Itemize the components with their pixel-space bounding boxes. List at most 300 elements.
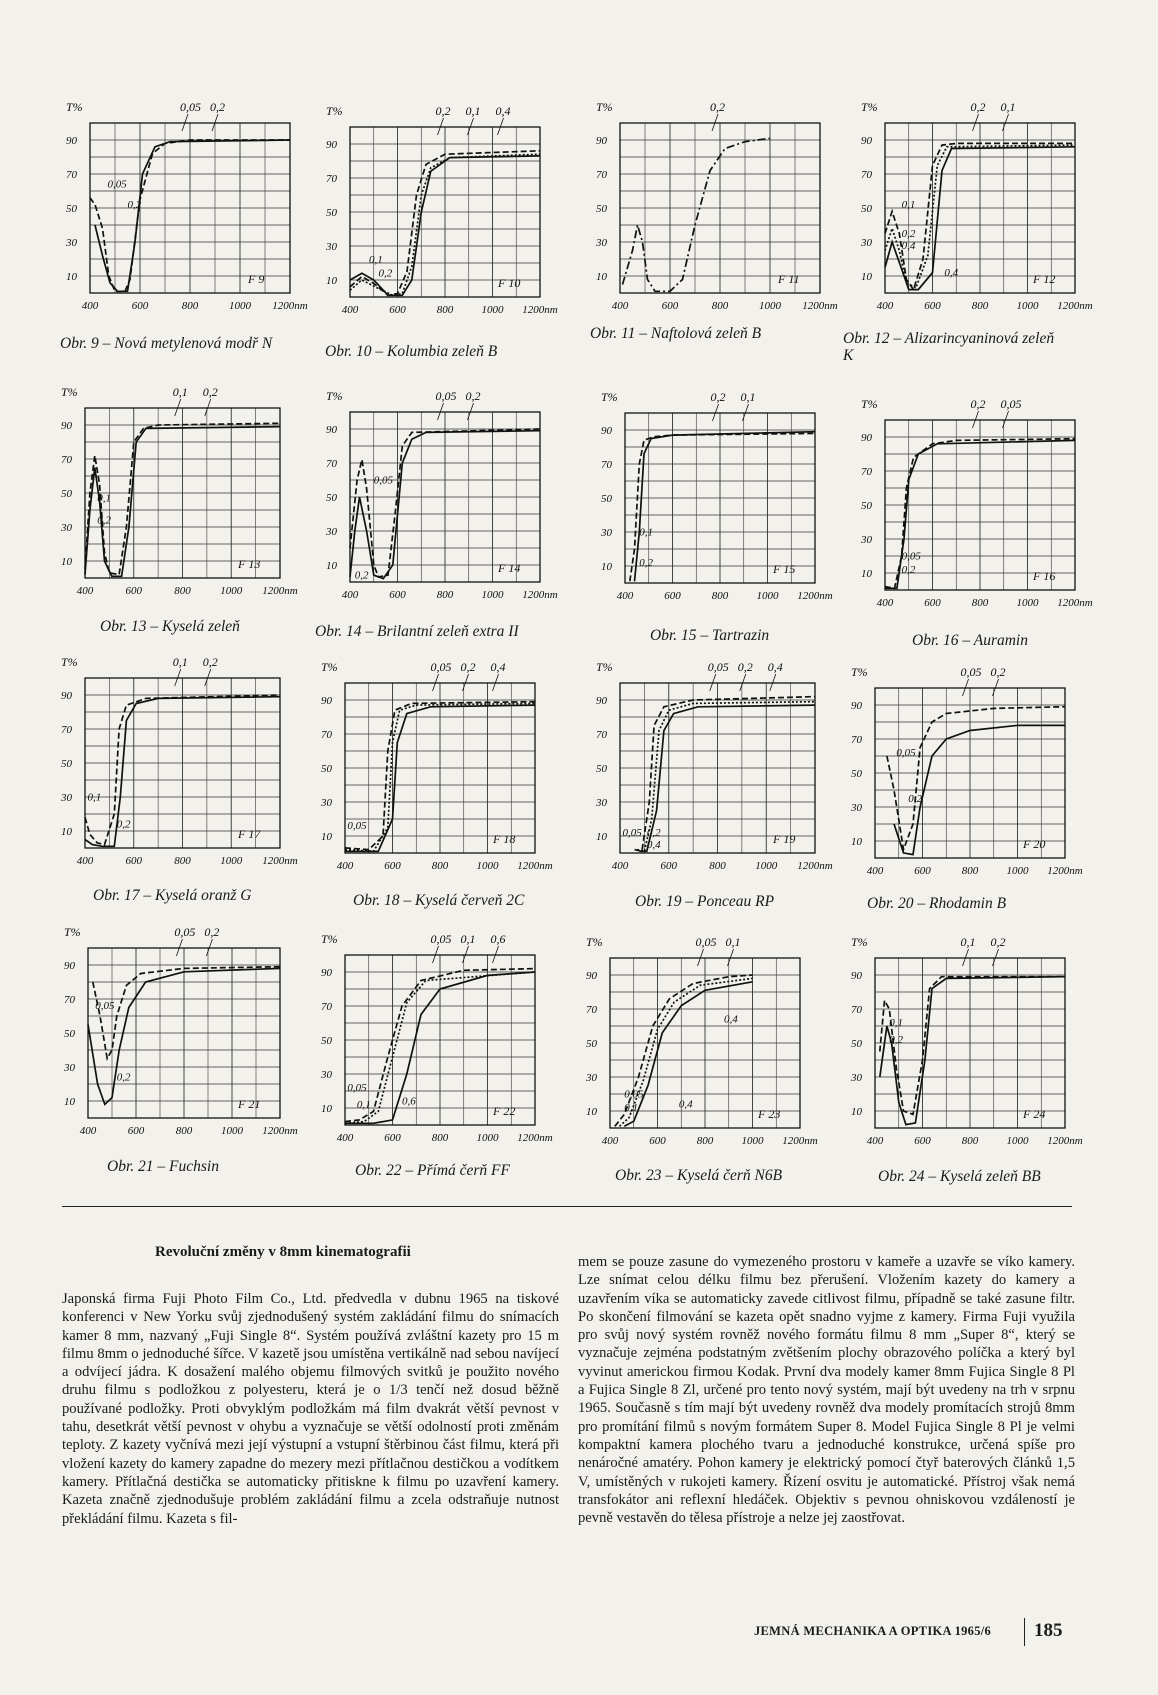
curve-label: 0,2: [908, 792, 922, 805]
x-tick-label: 800: [696, 1135, 714, 1147]
y-tick-label: 50: [596, 763, 607, 775]
x-tick-label: 600: [389, 304, 406, 316]
y-tick-label: 90: [586, 970, 597, 982]
y-tick-label: 10: [861, 271, 872, 283]
y-axis-label: T%: [596, 100, 613, 114]
filter-id-label: F 16: [1033, 569, 1056, 583]
concentration-label: 0,1: [465, 104, 481, 118]
y-tick-label: 70: [321, 729, 332, 741]
y-axis-label: T%: [64, 925, 81, 939]
y-tick-label: 70: [61, 724, 72, 736]
concentration-label: 0,2: [204, 925, 220, 939]
x-tick-label: 400: [76, 855, 94, 867]
filter-id-label: F 21: [238, 1097, 261, 1111]
concentration-label: 0,2: [970, 397, 986, 411]
concentration-label: 0,2: [990, 935, 1006, 949]
concentration-label: 0,1: [725, 935, 741, 949]
x-tick-label: 400: [611, 300, 629, 312]
curve-label: 0,2: [378, 267, 393, 280]
x-tick-label: 1200nm: [522, 304, 558, 316]
x-tick-label: 600: [127, 1125, 145, 1137]
concentration-label: 0,2: [970, 100, 986, 114]
transmission-curve: [630, 433, 815, 581]
figure-caption: Obr. 13 – Kyselá zeleň: [100, 618, 240, 635]
article-column-left: Japonská firma Fuji Photo Film Co., Ltd. předvedla v dubnu 1965 na tiskové konferenci v New Yorku svůj zjednodušený systém zakládání filmu do snímacích kamer 8 mm, nazvaný „Fuji Single 8“. Systém používá zvláštní kazety pro 15 m filmu 8mm o jednoduché šířce. V kazetě jsou umístěna vertikálně nad sebou navíjecí a odvíjecí jádra. K dosažení malého objemu filmových svitků je použito nového druhu filmu s podložkou z polyesteru, která je o 1/3 tenčí než dosud běžně používané podložky. Proti obvyklým podložkám má film dvakrát větší pevnost v tahu, desetkrát větší pevnost v ohybu a vyznačuje se větší odolností proti změnám teploty. Z kazety vyčnívá mezi její výstupní a vstupní štěrbinou část filmu, která při vložení kazety do kamery zapadne do mezery mezi přítlačnou destičkou a vodítkem kamery. Přítlačná destička se automaticky přitiskne k filmu po uzavření kamery. Kazeta značně zjednodušuje problém zakládání filmu a zcela odstraňuje nutnost překládání filmu. Kazeta s fil-: [62, 1291, 559, 1527]
y-tick-label: 70: [861, 466, 872, 478]
filter-id-label: F 12: [1033, 272, 1056, 286]
x-tick-label: 400: [336, 1132, 354, 1144]
concentration-label: 0,1: [172, 385, 188, 399]
x-tick-label: 1200nm: [1047, 1135, 1083, 1147]
x-tick-label: 1200nm: [272, 300, 308, 312]
concentration-label: 0,1: [460, 932, 476, 946]
y-tick-label: 30: [596, 797, 607, 809]
figure-f14: [325, 389, 558, 601]
figure-caption: Obr. 21 – Fuchsin: [107, 1158, 219, 1175]
y-tick-label: 10: [321, 831, 332, 843]
x-tick-label: 400: [616, 590, 634, 602]
x-tick-label: 800: [971, 300, 989, 312]
x-tick-label: 400: [866, 865, 884, 877]
y-tick-label: 30: [61, 522, 72, 534]
y-tick-label: 30: [851, 1072, 862, 1084]
x-tick-label: 1200nm: [802, 300, 838, 312]
curve-label: 0,05: [95, 1000, 115, 1013]
curve-label: 0,2: [646, 827, 661, 839]
y-tick-label: 90: [851, 700, 862, 712]
figure-caption: Obr. 11 – Naftolová zeleň B: [590, 325, 762, 342]
y-tick-label: 70: [326, 458, 337, 470]
x-tick-label: 1200nm: [797, 860, 833, 872]
curve-label: 0,05: [901, 550, 921, 563]
x-tick-label: 800: [436, 304, 454, 316]
curve-label: 0,2: [127, 199, 142, 211]
y-tick-label: 70: [586, 1004, 597, 1016]
figure-caption: Obr. 20 – Rhodamin B: [867, 895, 1007, 912]
x-tick-label: 1200nm: [782, 1135, 818, 1147]
x-tick-label: 400: [876, 300, 894, 312]
concentration-label: 0,2: [435, 104, 451, 118]
x-tick-label: 400: [336, 860, 354, 872]
y-tick-label: 30: [861, 534, 872, 546]
x-tick-label: 600: [125, 855, 142, 867]
x-tick-label: 800: [175, 1125, 193, 1137]
concentration-label: 0,05: [707, 660, 729, 674]
figure-f24: [850, 935, 1083, 1147]
filter-id-label: F 14: [498, 561, 521, 575]
curve-label: 0,2: [639, 557, 653, 569]
y-axis-label: T%: [61, 385, 78, 399]
filter-id-label: F 11: [778, 272, 800, 286]
y-axis-label: T%: [586, 935, 603, 949]
curve-label: 0,4: [901, 239, 916, 252]
journal-footer: JEMNÁ MECHANIKA A OPTIKA 1965/6: [754, 1624, 992, 1638]
figure-f16: [860, 397, 1093, 609]
curve-label: 0,1: [901, 199, 916, 211]
concentration-label: 0,1: [1000, 100, 1016, 114]
y-tick-label: 10: [61, 556, 72, 568]
x-tick-label: 800: [181, 300, 199, 312]
figure-caption: Obr. 10 – Kolumbia zeleň B: [325, 343, 498, 360]
curve-label: 0,2: [354, 569, 369, 582]
filter-id-label: F 10: [498, 276, 521, 290]
figure-caption: Obr. 12 – Alizarincyaninová zeleň K: [843, 330, 1055, 364]
figure-f20: [850, 665, 1083, 877]
concentration-label: 0,4: [490, 660, 506, 674]
x-tick-label: 1000: [756, 590, 779, 602]
x-tick-label: 400: [81, 300, 99, 312]
x-tick-label: 1000: [1016, 597, 1039, 609]
y-tick-label: 30: [66, 237, 77, 249]
x-tick-label: 600: [660, 860, 677, 872]
y-tick-label: 90: [861, 432, 872, 444]
filter-id-label: F 20: [1023, 837, 1046, 851]
x-tick-label: 1000: [221, 1125, 243, 1137]
footer-separator: [1024, 1618, 1025, 1646]
y-tick-label: 70: [66, 169, 77, 181]
concentration-label: 0,2: [202, 655, 218, 669]
x-tick-label: 400: [601, 1135, 619, 1147]
x-tick-label: 1200nm: [262, 1125, 298, 1137]
concentration-label: 0,1: [960, 935, 976, 949]
y-tick-label: 50: [596, 203, 607, 215]
x-tick-label: 1000: [741, 1135, 764, 1147]
filter-id-label: F 17: [238, 827, 261, 841]
figure-caption: Obr. 23 – Kyselá čerň N6B: [615, 1167, 783, 1184]
curve-label: 0,2: [116, 1071, 131, 1084]
figure-f19: [595, 660, 833, 872]
curve-label: 0,2: [116, 818, 131, 831]
concentration-label: 0,05: [174, 925, 196, 939]
curve-label: 0,05: [347, 820, 367, 833]
transmission-curve: [635, 697, 815, 852]
curve-label: 0,4: [944, 267, 959, 279]
x-tick-label: 600: [389, 589, 406, 601]
curve-label: 0,1: [369, 254, 383, 266]
x-tick-label: 800: [174, 855, 191, 867]
x-tick-label: 1000: [1016, 300, 1039, 312]
curve-label: 0,2: [97, 514, 111, 527]
y-tick-label: 70: [601, 459, 612, 471]
x-tick-label: 1200nm: [1057, 300, 1093, 312]
x-tick-label: 400: [611, 860, 629, 872]
figure-f11: [595, 100, 838, 312]
x-tick-label: 800: [431, 1132, 449, 1144]
figure-f21: [63, 925, 298, 1137]
curve-label: 0,1: [889, 1017, 903, 1029]
figure-f22: [320, 932, 553, 1144]
curve-label: 0,05: [347, 1082, 367, 1094]
filter-id-label: F 9: [248, 272, 265, 286]
x-tick-label: 400: [341, 304, 359, 316]
page-number: 185: [1034, 1620, 1063, 1641]
y-tick-label: 50: [61, 758, 72, 770]
article-heading: Revoluční změny v 8mm kinematografii: [155, 1244, 411, 1260]
y-tick-label: 50: [861, 203, 872, 215]
y-tick-label: 50: [321, 763, 332, 775]
x-tick-label: 1000: [229, 300, 251, 312]
y-axis-label: T%: [861, 100, 878, 114]
curve-label: 0,05: [896, 747, 916, 759]
filter-id-label: F 22: [493, 1104, 516, 1118]
concentration-label: 0,2: [710, 390, 726, 404]
concentration-label: 0,6: [490, 932, 506, 946]
x-tick-label: 600: [924, 597, 941, 609]
curve-label: 0,6: [402, 1095, 416, 1108]
section-divider: [62, 1206, 1072, 1207]
figure-caption: Obr. 18 – Kyselá červeň 2C: [353, 892, 525, 909]
y-tick-label: 30: [321, 1069, 332, 1081]
filter-id-label: F 15: [773, 562, 796, 576]
x-tick-label: 1200nm: [1047, 865, 1083, 877]
x-tick-label: 600: [664, 590, 681, 602]
y-tick-label: 90: [596, 135, 607, 147]
y-tick-label: 90: [64, 960, 75, 972]
y-axis-label: T%: [601, 390, 618, 404]
y-axis-label: T%: [321, 660, 338, 674]
concentration-label: 0,2: [710, 100, 725, 114]
filter-id-label: F 18: [493, 832, 516, 846]
x-tick-label: 600: [384, 1132, 401, 1144]
y-tick-label: 10: [596, 271, 607, 283]
y-tick-label: 10: [861, 568, 872, 580]
concentration-label: 0,05: [435, 389, 457, 403]
concentration-label: 0,05: [960, 665, 982, 679]
y-tick-label: 10: [596, 831, 607, 843]
figure-caption: Obr. 14 – Brilantní zeleň extra II: [315, 623, 519, 640]
transmission-curve: [637, 702, 815, 852]
x-tick-label: 1000: [1006, 865, 1029, 877]
figure-caption: Obr. 9 – Nová metylenová modř N: [60, 335, 273, 352]
x-tick-label: 400: [866, 1135, 884, 1147]
y-axis-label: T%: [321, 932, 338, 946]
y-axis-label: T%: [61, 655, 78, 669]
article-column-right: mem se pouze zasune do vymezeného prostoru v kameře a uzavře se víko kamery. Lze snímat celou délku filmu bez přerušení. Vložením kazety do kamery a uzavřením víka se automaticky zavede citlivost filmu, případně se také zasune filtr. Po skončení filmování se kazeta opět snadno vyjme z kamery. Firma Fuji využila pro svůj nový systém rovněž nového formátu filmu 8 mm „Super 8“, který se vyznačuje zejména podstatným zvětšením plochy obrazového políčka a který byl vyvinut americkou firmou Kodak. První dva modely kamer 8mm Fujica Single 8 Pl a Fujica Single 8 Zl, určené pro tento nový systém, mají být uvedeny na trh v srpnu 1965. Současně s tím mají být uvedeny rovněž dva modely promítacích strojů 8mm pro promítání filmů s novým formátem Super 8. Model Fujica Single 8 Pl je velmi kompaktní kamera plochého tvaru a jednoduché konstrukce, určená spíše pro nenáročné amatéry. Pohon kamery je elektrický pomocí čtyř baterových článků 1,5 V, umístěných v rukojeti kamery. Řízení osvitu je automatické. Přístroj však nemá transfokátor ani reflexní hledáček. Objektiv s pevnou ohniskovou vzdáleností je pevně vestavěn do tělesa přístroje a nelze jej zaostřovat.: [578, 1254, 1075, 1527]
y-tick-label: 50: [321, 1035, 332, 1047]
curve-label: 0,4: [646, 838, 661, 851]
x-tick-label: 1200nm: [522, 589, 558, 601]
x-tick-label: 800: [711, 300, 729, 312]
curve-label: 0,05: [622, 827, 642, 839]
curve-label: 0,1: [624, 1102, 638, 1114]
x-tick-label: 600: [384, 860, 401, 872]
x-tick-label: 600: [649, 1135, 666, 1147]
curve-label: 0,4: [724, 1013, 738, 1026]
y-tick-label: 90: [66, 135, 77, 147]
filter-id-label: F 23: [758, 1107, 781, 1121]
curve-label: 0,2: [901, 227, 916, 240]
x-tick-label: 1000: [759, 300, 781, 312]
y-axis-label: T%: [851, 665, 868, 679]
x-tick-label: 400: [79, 1125, 97, 1137]
x-tick-label: 1200nm: [797, 590, 833, 602]
curve-label: 0,2: [889, 1034, 903, 1046]
transmission-curve: [95, 140, 290, 291]
y-tick-label: 50: [851, 768, 862, 780]
y-tick-label: 90: [321, 695, 332, 707]
y-tick-label: 10: [326, 560, 337, 572]
figure-f10: [325, 104, 558, 316]
y-tick-label: 10: [66, 271, 77, 283]
curve-label: 0,05: [624, 1088, 644, 1101]
concentration-label: 0,05: [430, 932, 452, 946]
y-tick-label: 90: [851, 970, 862, 982]
transmission-curve: [880, 977, 1065, 1125]
x-tick-label: 800: [174, 585, 191, 597]
y-axis-label: T%: [66, 100, 83, 114]
x-tick-label: 600: [125, 585, 142, 597]
y-tick-label: 70: [861, 169, 872, 181]
y-axis-label: T%: [861, 397, 878, 411]
x-tick-label: 800: [709, 860, 726, 872]
filter-id-label: F 13: [238, 557, 261, 571]
concentration-label: 0,2: [202, 385, 218, 399]
transmission-curve: [635, 432, 816, 582]
figure-f12: [860, 100, 1093, 312]
filter-id-label: F 19: [773, 832, 796, 846]
y-tick-label: 30: [586, 1072, 597, 1084]
y-tick-label: 50: [64, 1028, 75, 1040]
filter-id-label: F 24: [1023, 1107, 1046, 1121]
curve-label: 0,1: [356, 1099, 371, 1111]
x-tick-label: 600: [924, 300, 941, 312]
y-tick-label: 30: [321, 797, 332, 809]
concentration-label: 0,2: [460, 660, 476, 674]
y-tick-label: 70: [596, 169, 607, 181]
y-tick-label: 30: [601, 527, 612, 539]
x-tick-label: 600: [131, 300, 149, 312]
y-tick-label: 30: [64, 1062, 75, 1074]
x-tick-label: 400: [876, 597, 894, 609]
x-tick-label: 1000: [220, 585, 243, 597]
transmission-curve: [887, 707, 1065, 850]
figure-caption: Obr. 15 – Tartrazin: [650, 627, 770, 644]
concentration-label: 0,1: [740, 390, 756, 404]
y-tick-label: 50: [861, 500, 872, 512]
transmission-curve: [623, 138, 771, 291]
y-tick-label: 50: [586, 1038, 597, 1050]
x-tick-label: 1000: [755, 860, 778, 872]
concentration-label: 0,4: [767, 660, 783, 674]
y-tick-label: 30: [861, 237, 872, 249]
y-tick-label: 90: [321, 967, 332, 979]
y-tick-label: 30: [596, 237, 607, 249]
x-tick-label: 800: [711, 590, 729, 602]
x-tick-label: 800: [971, 597, 989, 609]
x-tick-label: 600: [661, 300, 679, 312]
transmission-curve: [640, 705, 816, 851]
figure-f18: [320, 660, 553, 872]
x-tick-label: 600: [914, 865, 931, 877]
y-tick-label: 10: [326, 275, 337, 287]
y-tick-label: 70: [321, 1001, 332, 1013]
y-tick-label: 50: [851, 1038, 862, 1050]
figure-f23: [585, 935, 818, 1147]
x-tick-label: 1200nm: [1057, 597, 1093, 609]
figure-caption: Obr. 22 – Přímá čerň FF: [355, 1162, 510, 1179]
figure-caption: Obr. 17 – Kyselá oranž G: [93, 887, 252, 904]
y-tick-label: 30: [326, 241, 337, 253]
y-tick-label: 50: [601, 493, 612, 505]
x-tick-label: 1200nm: [517, 860, 553, 872]
x-tick-label: 1000: [481, 304, 504, 316]
y-axis-label: T%: [326, 389, 343, 403]
x-tick-label: 600: [914, 1135, 931, 1147]
concentration-label: 0,2: [990, 665, 1006, 679]
y-tick-label: 50: [326, 492, 337, 504]
y-tick-label: 90: [61, 690, 72, 702]
curve-label: 0,1: [87, 791, 102, 804]
x-tick-label: 800: [436, 589, 454, 601]
concentration-label: 0,05: [430, 660, 452, 674]
curve-label: 0,05: [373, 474, 393, 487]
x-tick-label: 1000: [476, 1132, 499, 1144]
y-tick-label: 70: [64, 994, 75, 1006]
y-tick-label: 90: [601, 425, 612, 437]
y-tick-label: 70: [596, 729, 607, 741]
concentration-label: 0,05: [180, 100, 201, 114]
y-tick-label: 90: [326, 139, 337, 151]
concentration-label: 0,2: [465, 389, 481, 403]
y-tick-label: 70: [61, 454, 72, 466]
y-tick-label: 10: [601, 561, 612, 573]
concentration-label: 0,1: [172, 655, 188, 669]
curve-label: 0,05: [107, 178, 127, 191]
x-tick-label: 1200nm: [517, 1132, 553, 1144]
concentration-label: 0,05: [1000, 397, 1022, 411]
figure-caption: Obr. 24 – Kyselá zeleň BB: [878, 1168, 1041, 1185]
y-tick-label: 50: [326, 207, 337, 219]
figure-f13: [60, 385, 298, 597]
curve-label: 0,2: [901, 564, 916, 576]
y-axis-label: T%: [326, 104, 343, 118]
y-tick-label: 50: [61, 488, 72, 500]
y-tick-label: 30: [851, 802, 862, 814]
y-tick-label: 90: [596, 695, 607, 707]
figure-caption: Obr. 16 – Auramin: [912, 632, 1028, 649]
x-tick-label: 1000: [476, 860, 499, 872]
x-tick-label: 1000: [220, 855, 243, 867]
y-tick-label: 70: [851, 734, 862, 746]
y-axis-label: T%: [596, 660, 613, 674]
y-tick-label: 90: [326, 424, 337, 436]
y-tick-label: 50: [66, 203, 77, 215]
y-tick-label: 30: [61, 792, 72, 804]
y-tick-label: 10: [851, 836, 862, 848]
curve-label: 0,4: [678, 1098, 693, 1111]
x-tick-label: 800: [961, 865, 979, 877]
x-tick-label: 400: [341, 589, 359, 601]
x-tick-label: 1000: [1006, 1135, 1029, 1147]
x-tick-label: 1200nm: [262, 855, 298, 867]
y-tick-label: 70: [851, 1004, 862, 1016]
y-tick-label: 10: [64, 1096, 75, 1108]
y-tick-label: 90: [861, 135, 872, 147]
y-tick-label: 90: [61, 420, 72, 432]
y-tick-label: 10: [321, 1103, 332, 1115]
concentration-label: 0,4: [495, 104, 511, 118]
y-tick-label: 30: [326, 526, 337, 538]
figure-caption: Obr. 19 – Ponceau RP: [635, 893, 775, 910]
figure-f9: [65, 100, 308, 312]
y-axis-label: T%: [851, 935, 868, 949]
curve-label: 0,1: [639, 526, 653, 539]
x-tick-label: 800: [961, 1135, 979, 1147]
x-tick-label: 1000: [481, 589, 504, 601]
x-tick-label: 400: [76, 585, 94, 597]
concentration-label: 0,05: [695, 935, 717, 949]
figure-f17: [60, 655, 298, 867]
